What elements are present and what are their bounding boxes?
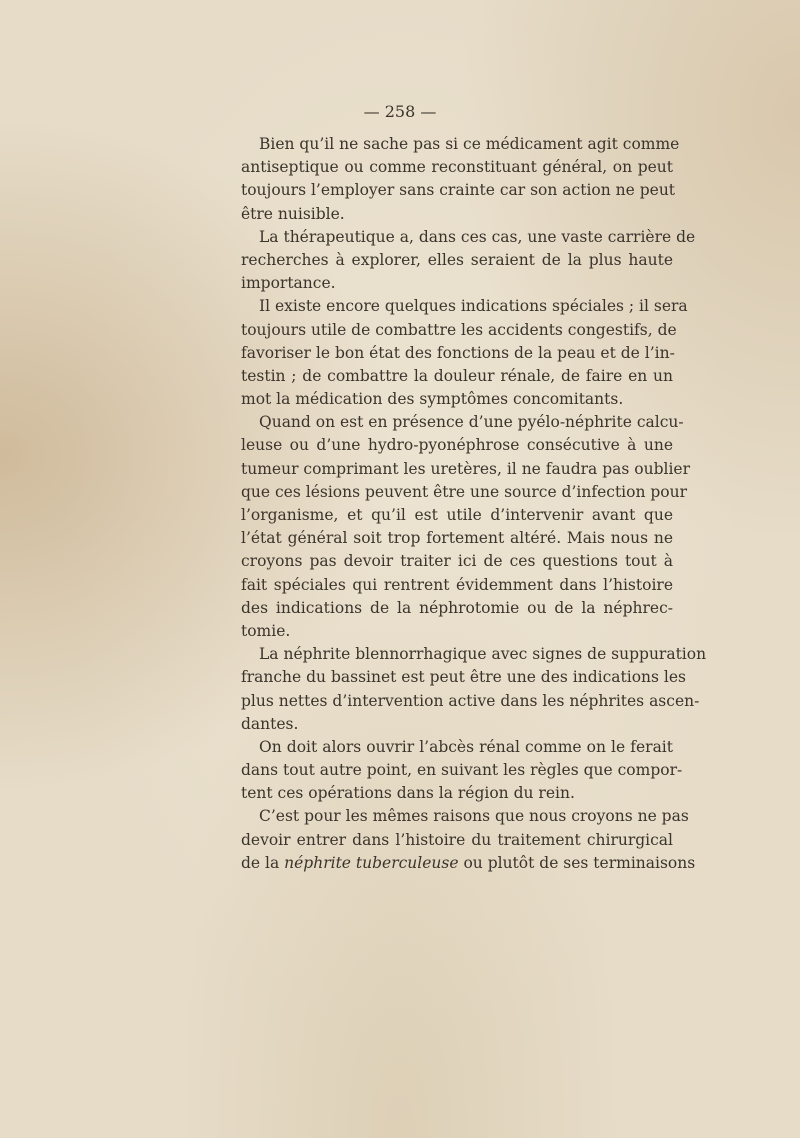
text-line: tent ces opérations dans la région du rein. bbox=[241, 784, 575, 803]
text-line: plus nettes d’intervention active dans les néphrites ascen- bbox=[241, 691, 700, 710]
italic-term: néphrite tuberculeuse bbox=[284, 853, 459, 872]
text-line: devoir entrer dans l’histoire du traitement chirurgical bbox=[241, 830, 673, 849]
text-line: l’état général soit trop fortement altéré. Mais nous ne bbox=[241, 529, 673, 548]
text-line: Il existe encore quelques indications spéciales ; il sera bbox=[259, 297, 688, 316]
paragraph bbox=[241, 226, 696, 296]
text-line: recherches à explorer, elles seraient de la plus haute bbox=[241, 250, 673, 269]
text-line: des indications de la néphrotomie ou de la néphrec- bbox=[241, 598, 673, 617]
text-line: mot la médication des symptômes concomitants. bbox=[241, 390, 624, 409]
text-line: l’organisme, et qu’il est utile d’intervenir avant que bbox=[241, 506, 673, 524]
text-line: La thérapeutique a, dans ces cas, une vaste carrière de bbox=[259, 227, 696, 246]
paragraph bbox=[241, 736, 683, 806]
text-line: que ces lésions peuvent être une source d’infection pour bbox=[241, 482, 688, 501]
text-line: importance. bbox=[241, 274, 336, 293]
text-line: franche du bassinet est peut être une des indications les bbox=[241, 668, 686, 687]
text-line: Bien qu’il ne sache pas si ce médicament agit comme bbox=[259, 135, 680, 153]
paragraph bbox=[241, 411, 691, 643]
text-line: C’est pour les mêmes raisons que nous croyons ne pas bbox=[259, 807, 689, 826]
text-line-with-italic bbox=[241, 852, 696, 875]
page-number: — 258 — bbox=[363, 102, 437, 121]
text-line: antiseptique ou comme reconstituant général, on peut bbox=[241, 158, 673, 177]
text-line: tumeur comprimant les uretères, il ne faudra pas oublier bbox=[241, 459, 691, 478]
text-segment: de la bbox=[241, 853, 285, 872]
paragraph bbox=[241, 643, 707, 736]
text-line: être nuisible. bbox=[241, 204, 345, 223]
text-line: dantes. bbox=[241, 714, 299, 733]
text-line: tomie. bbox=[241, 621, 291, 640]
text-line: La néphrite blennorrhagique avec signes de suppuration bbox=[259, 645, 707, 664]
text-line: Quand on est en présence d’une pyélo-néphrite calcu- bbox=[259, 413, 684, 432]
text-line: favoriser le bon état des fonctions de la peau et de l’in- bbox=[241, 343, 675, 362]
paragraph bbox=[241, 805, 696, 875]
text-segment: ou plutôt de ses terminaisons bbox=[458, 853, 696, 872]
body-text bbox=[241, 133, 707, 875]
text-line: leuse ou d’une hydro-pyonéphrose consécutive à une bbox=[241, 436, 673, 455]
text-line: croyons pas devoir traiter ici de ces questions tout à bbox=[241, 552, 673, 571]
text-line: dans tout autre point, en suivant les règles que compor- bbox=[241, 761, 683, 780]
text-line: toujours utile de combattre les accidents congestifs, de bbox=[241, 320, 677, 339]
text-line: testin ; de combattre la douleur rénale, de faire en un bbox=[241, 366, 673, 385]
text-line: On doit alors ouvrir l’abcès rénal comme on le ferait bbox=[259, 737, 673, 756]
text-line: toujours l’employer sans crainte car son action ne peut bbox=[241, 181, 676, 200]
text-line: fait spéciales qui rentrent évidemment dans l’histoire bbox=[241, 575, 673, 594]
paragraph bbox=[241, 295, 688, 411]
paragraph bbox=[241, 133, 680, 226]
